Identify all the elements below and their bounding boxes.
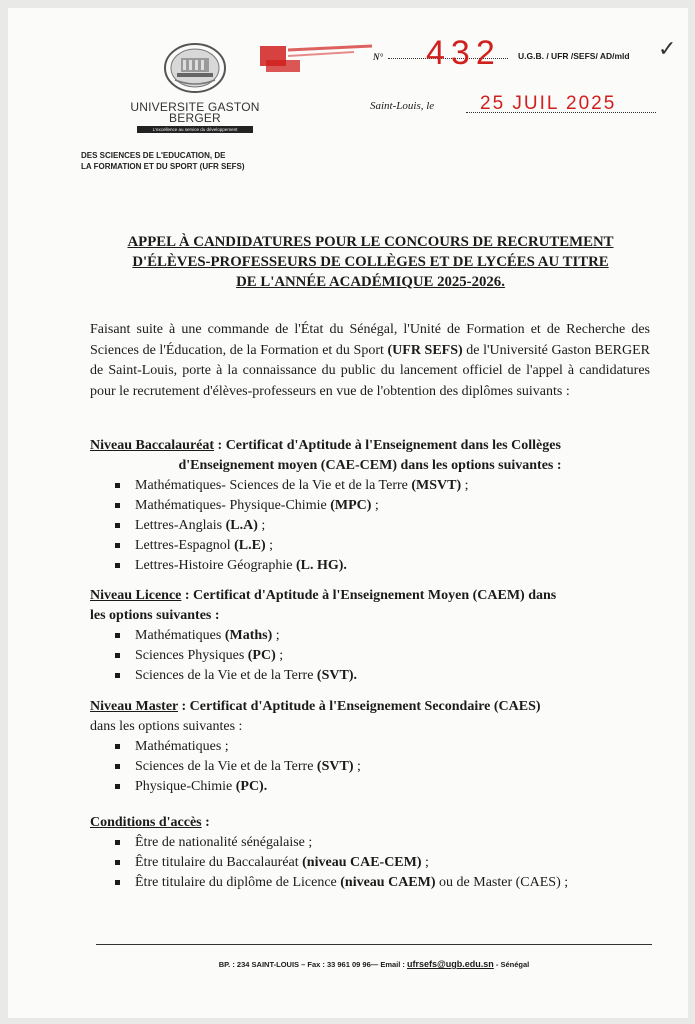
footer-divider [96, 944, 652, 945]
document-title [93, 232, 648, 292]
ufr-line-2: LA FORMATION ET DU SPORT (UFR SEFS) [81, 162, 245, 171]
ref-number: 432 [426, 34, 501, 72]
list-item: Sciences Physiques (PC) ; [113, 646, 650, 666]
list-item: Mathématiques- Sciences de la Vie et de la Terre (MSVT) ; [113, 476, 650, 496]
footer-country: - Sénégal [493, 960, 530, 969]
list-item: Mathématiques (Maths) ; [113, 626, 650, 646]
ref-code: U.G.B. / UFR /SEFS/ AD/mld [518, 51, 630, 61]
list-item: Être de nationalité sénégalaise ; [113, 833, 650, 853]
list-item: Être titulaire du diplôme de Licence (niveau CAEM) ou de Master (CAES) ; [113, 873, 650, 893]
title-line-2: D'ÉLÈVES-PROFESSEURS DE COLLÈGES ET DE LYCÉES AU TITRE [132, 254, 609, 270]
conditions-list [113, 833, 650, 893]
list-item: Sciences de la Vie et de la Terre (SVT) ; [113, 757, 650, 777]
title-line-1: APPEL À CANDIDATURES POUR LE CONCOURS DE RECRUTEMENT [127, 234, 614, 250]
section-conditions [90, 813, 650, 893]
university-emblem-icon [163, 42, 227, 94]
ref-label: N° [373, 52, 384, 62]
document-date [370, 95, 660, 117]
section-heading: Niveau Baccalauréat : Certificat d'Aptitude à l'Enseignement dans les Collèges [90, 438, 561, 453]
options-list [113, 737, 650, 797]
intro-paragraph: Faisant suite à une commande de l'État du Sénégal, l'Unité de Formation et de Recherche des Sciences de l'Éducation, de la Formation et du Sport (UFR SEFS) de l'Université Gaston BERGER de Saint-Louis, porte à la connaissance du public du lancement officiel de l'appel à candidatures pour le recrutement d'élèves-professeurs en vue de l'obtention des diplômes suivants : [90, 322, 650, 399]
title-line-3: DE L'ANNÉE ACADÉMIQUE 2025-2026. [236, 274, 505, 290]
footer-email-link[interactable]: ufrsefs@ugb.edu.sn [407, 959, 494, 969]
document-page [8, 8, 688, 1018]
section-licence [90, 586, 650, 686]
list-item: Mathématiques ; [113, 737, 650, 757]
list-item: Physique-Chimie (PC). [113, 777, 650, 797]
checkmark-icon: ✓ [658, 36, 677, 61]
university-name: UNIVERSITE GASTON BERGER [130, 100, 260, 125]
list-item: Lettres-Anglais (L.A) ; [113, 516, 650, 536]
section-master [90, 697, 650, 797]
ufr-name [81, 150, 245, 172]
section-heading-cont: d'Enseignement moyen (CAE-CEM) dans les options suivantes : [178, 458, 562, 473]
list-item: Mathématiques- Physique-Chimie (MPC) ; [113, 496, 650, 516]
footer-address: BP. : 234 SAINT-LOUIS – Fax : 33 961 09 96— Email : [218, 960, 408, 969]
options-list [113, 626, 650, 686]
footer [96, 959, 652, 969]
options-list [113, 476, 650, 576]
list-item: Sciences de la Vie et de la Terre (SVT). [113, 666, 650, 686]
date-label: Saint-Louis, le [370, 100, 435, 112]
list-item: Lettres-Espagnol (L.E) ; [113, 536, 650, 556]
section-heading-cont: les options suivantes : [90, 608, 220, 623]
reference-number [368, 34, 688, 78]
university-logo [120, 42, 270, 133]
list-item: Lettres-Histoire Géographie (L. HG). [113, 556, 650, 576]
section-baccalaureat [90, 436, 650, 576]
section-heading-cont: dans les options suivantes : [90, 719, 243, 734]
list-item: Être titulaire du Baccalauréat (niveau CAE-CEM) ; [113, 853, 650, 873]
red-ink-stamp-icon [254, 42, 374, 78]
section-heading: Niveau Master : Certificat d'Aptitude à l'Enseignement Secondaire (CAES) [90, 699, 541, 714]
university-tagline: L'excellence au service du développement [137, 126, 253, 133]
section-heading: Conditions d'accès : [90, 815, 210, 830]
date-stamp: 25 JUIL 2025 [480, 93, 617, 114]
ufr-line-1: DES SCIENCES DE L'EDUCATION, DE [81, 151, 226, 160]
section-heading: Niveau Licence : Certificat d'Aptitude à l'Enseignement Moyen (CAEM) dans [90, 588, 557, 603]
